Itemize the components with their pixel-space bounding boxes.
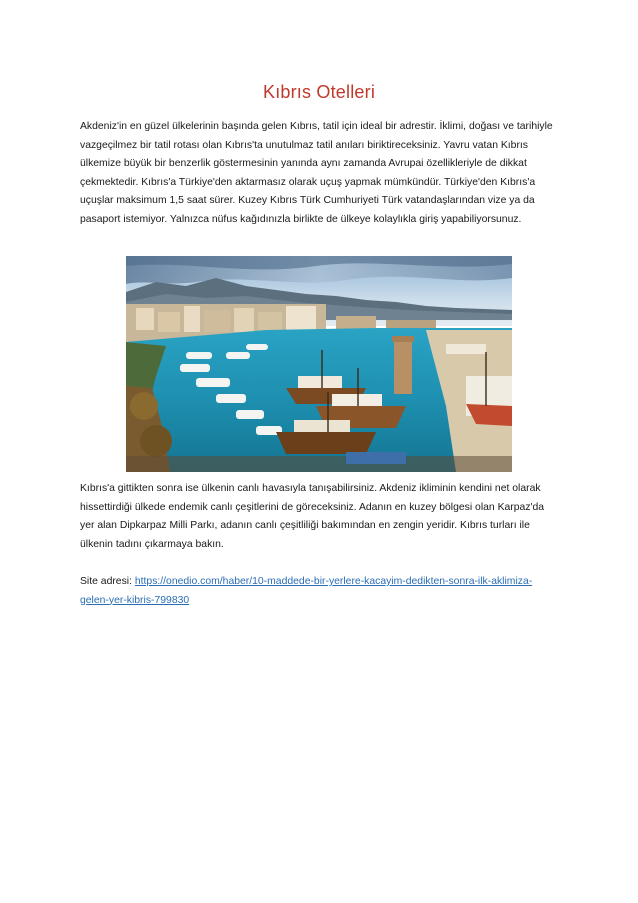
page-title: Kıbrıs Otelleri [262,82,376,102]
harbor-photo [126,256,512,472]
body-paragraph: Kıbrıs'a gittikten sonra ise ülkenin canlı havasıyla tanışabilirsiniz. Akdeniz ikliminin kendini net olarak hissettirdiği ülkede endemik canlı çeşitlerini de göreceksiniz. Adanın en kuzey bölgesi olan Karpaz'da yer alan Dipkarpaz Milli Parkı, adanın canlı çeşitliliği bakımından en zengin yeridir. Kıbrıs turları ile ülkenin tadını çıkarmaya bakın. [80,483,545,550]
intro-paragraph: Akdeniz'in en güzel ülkelerinin başında gelen Kıbrıs, tatil için ideal bir adrestir. İklimi, doğası ve tarihiyle vazgeçilmez bir tatil rotası olan Kıbrıs'ta unutulmaz tatil anıları biriktireceksiniz. Yavru vatan Kıbrıs ülkemize büyük bir benzerlik göstermesinin yanında aynı zamanda Avrupai özellikleriyle de dikkat çekmektedir. Kıbrıs'a Türkiye'den aktarmasız olarak uçuş yapmak mümkündür. Türkiye'den Kıbrıs'a uçuşlar maksimum 1,5 saat sürer. Kuzey Kıbrıs Türk Cumhuriyeti Türk vatandaşlarından vize ya da pasaport istemiyor. Yalnızca nüfus kağıdınızla birlikte de ülkeye kolaylıkla giriş yapabiliyorsunuz. [80,121,553,225]
site-address-link[interactable]: https://onedio.com/haber/10-maddede-bir-yerlere-kacayim-dedikten-sonra-ilk-aklimiza-gelen-yer-kibris-799830 [80,576,533,606]
site-address-label: Site adresi: [80,576,135,587]
site-address [80,573,560,610]
